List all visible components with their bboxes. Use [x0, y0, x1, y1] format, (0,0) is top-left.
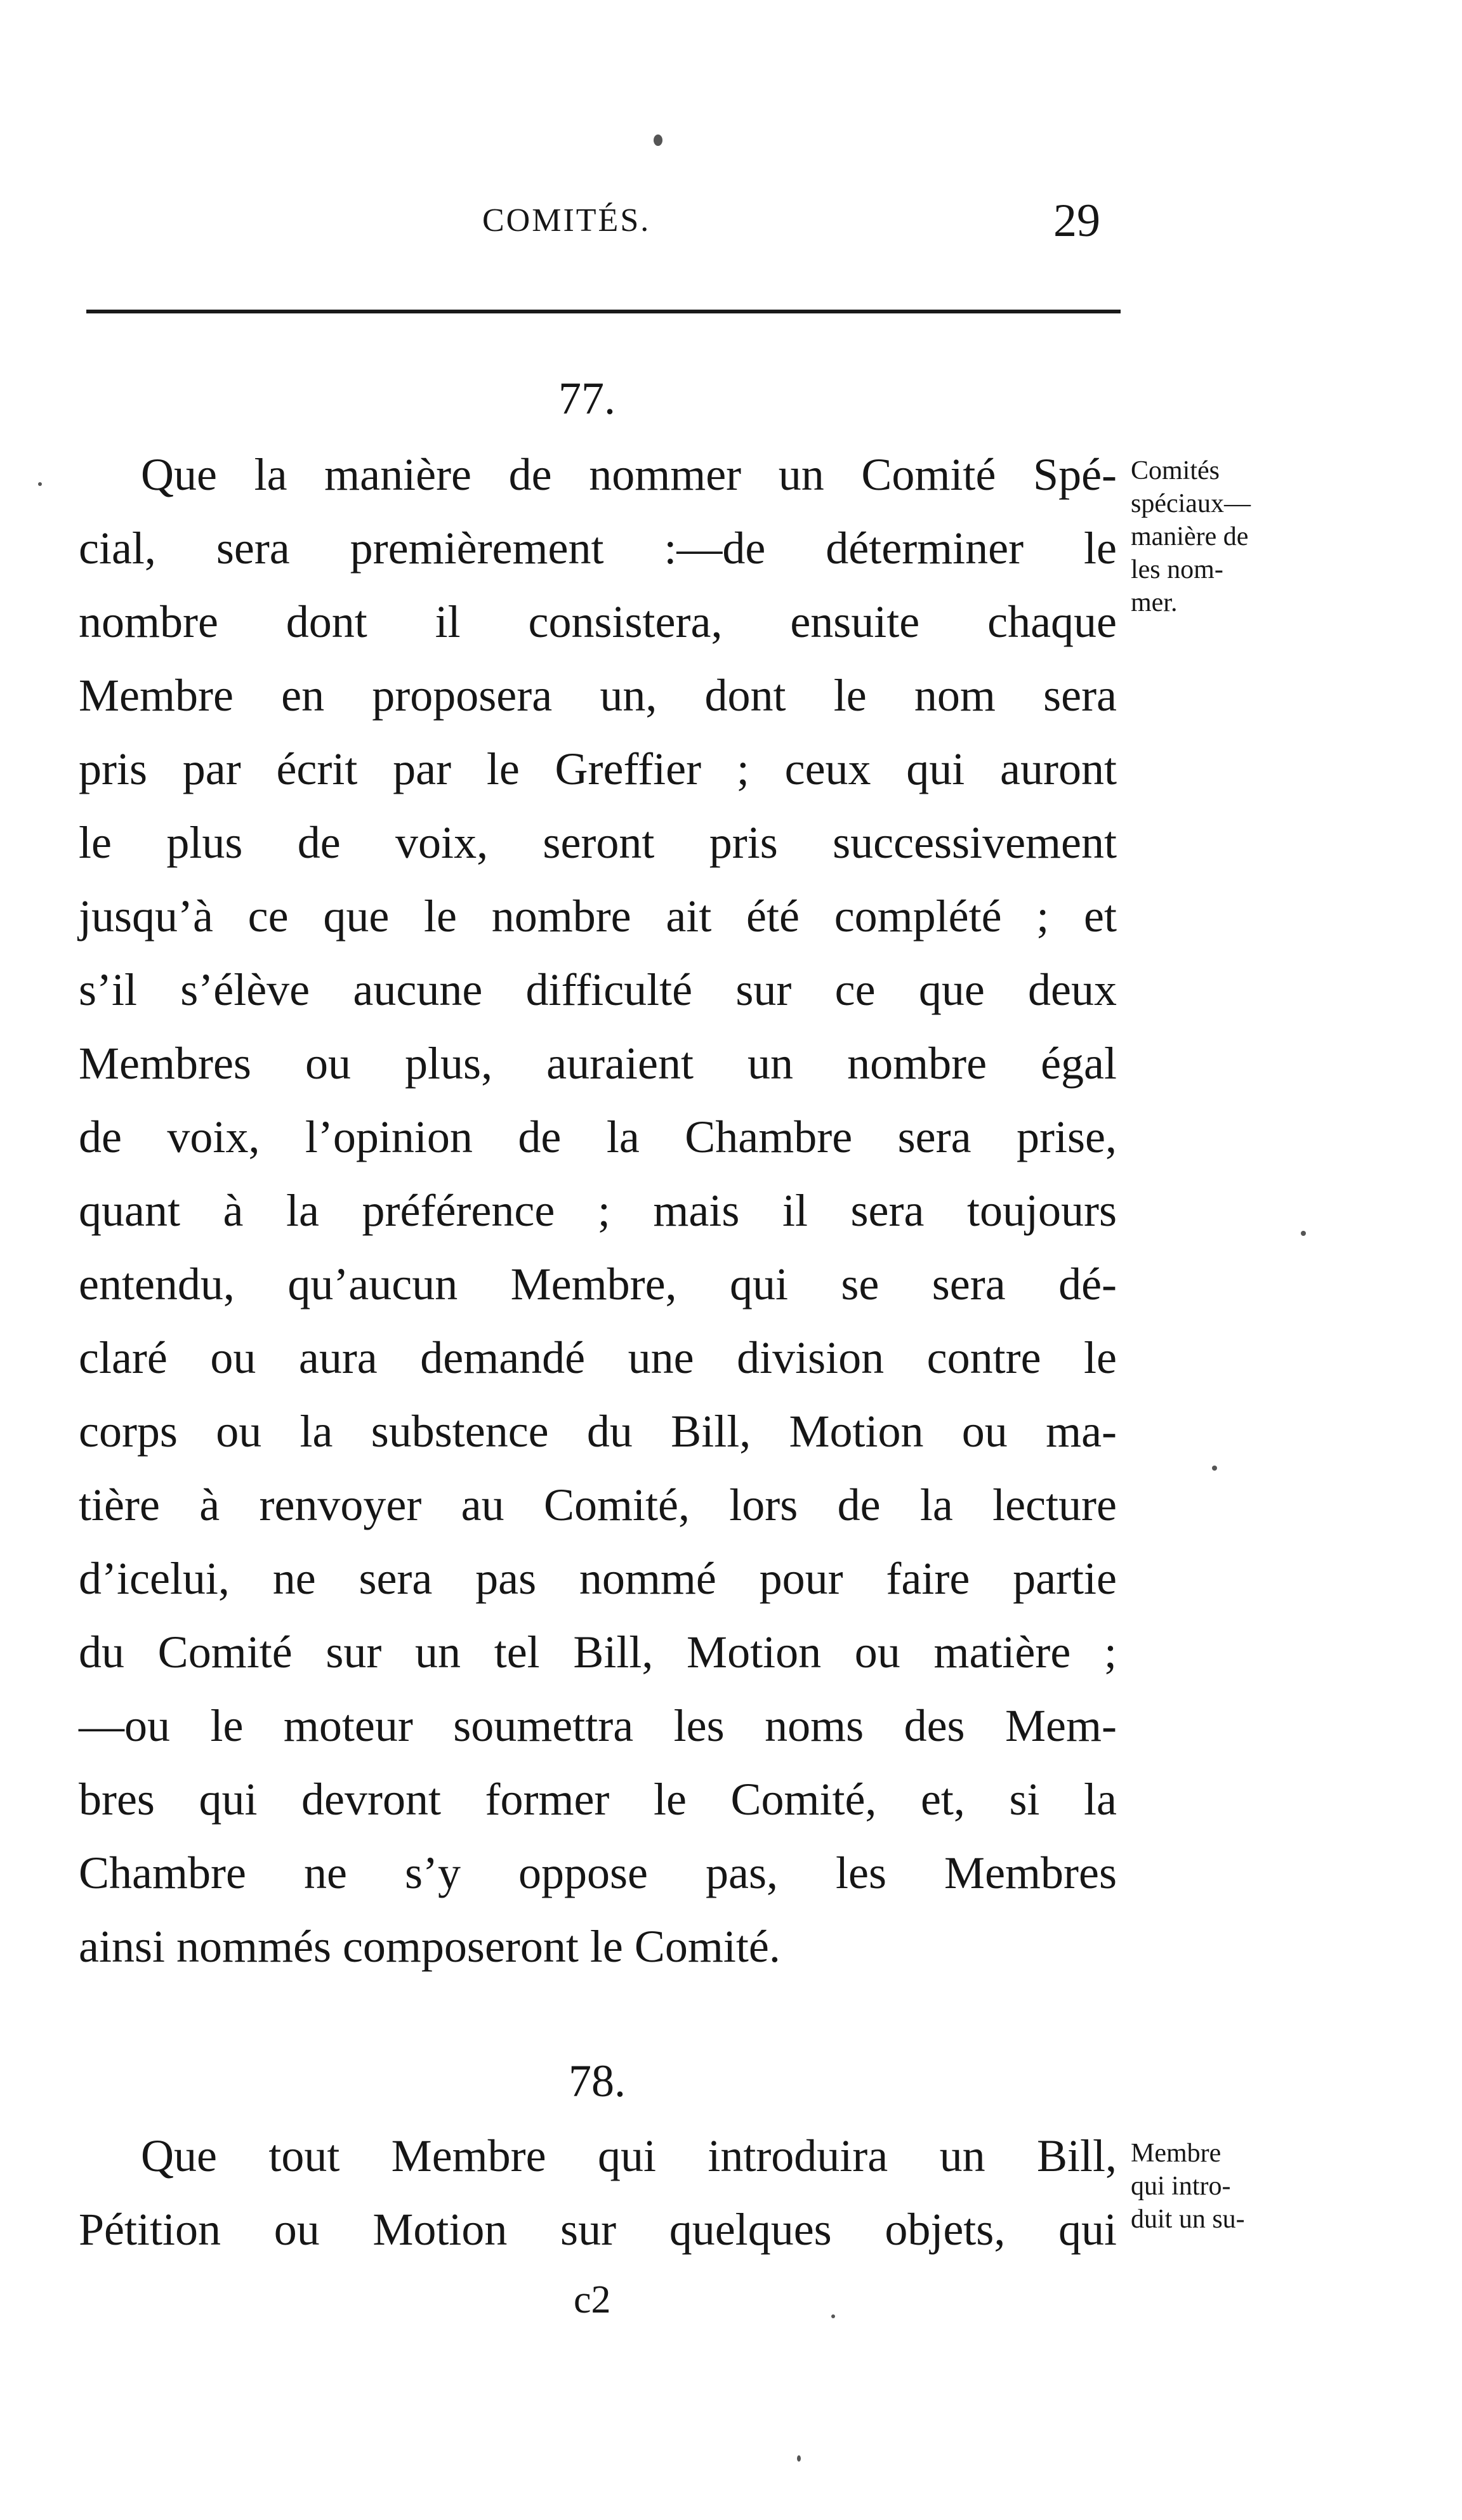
section-number-77: 77.	[558, 373, 616, 424]
text-line: nombre dont il consistera, ensuite chaque	[79, 596, 1117, 647]
margin-note-line: qui intro-	[1131, 2172, 1231, 2201]
margin-note-line: les nom-	[1131, 555, 1223, 584]
scan-speck	[38, 482, 42, 486]
page-number: 29	[1053, 195, 1100, 247]
text-line: du Comité sur un tel Bill, Motion ou matière ;	[79, 1627, 1117, 1677]
margin-note-line: manière de	[1131, 522, 1249, 551]
text-line: entendu, qu’aucun Membre, qui se sera dé-	[79, 1259, 1117, 1309]
scan-speck	[831, 2314, 835, 2318]
text-line: bres qui devront former le Comité, et, si la	[79, 1774, 1117, 1825]
scan-speck	[1212, 1466, 1217, 1471]
text-line: Membres ou plus, auraient un nombre égal	[79, 1038, 1117, 1089]
scan-speck	[654, 135, 662, 146]
section-77-text	[79, 438, 1117, 1983]
scan-speck	[797, 2455, 801, 2462]
text-line: corps ou la substence du Bill, Motion ou ma-	[79, 1406, 1117, 1457]
margin-note-line: Comités	[1131, 456, 1220, 485]
scan-speck	[1301, 1231, 1306, 1236]
text-line: Chambre ne s’y oppose pas, les Membres	[79, 1847, 1117, 1898]
text-line: ainsi nommés composeront le Comité.	[79, 1921, 780, 1972]
text-line: cial, sera premièrement :—de déterminer le	[79, 523, 1117, 574]
text-line: de voix, l’opinion de la Chambre sera prise,	[79, 1112, 1117, 1162]
text-line: tière à renvoyer au Comité, lors de la lecture	[79, 1480, 1117, 1530]
margin-note-line: spéciaux—	[1131, 489, 1251, 518]
text-line: d’icelui, ne sera pas nommé pour faire partie	[79, 1553, 1117, 1604]
text-line: Pétition ou Motion sur quelques objets, qui	[79, 2204, 1117, 2255]
running-header-title: COMITÉS.	[482, 202, 651, 239]
text-line: —ou le moteur soumettra les noms des Mem-	[79, 1700, 1117, 1751]
text-line: Que tout Membre qui introduira un Bill,	[141, 2130, 1117, 2181]
margin-note-78	[1131, 2137, 1340, 2236]
signature-mark: c2	[574, 2278, 611, 2321]
margin-note-77	[1131, 454, 1340, 619]
margin-note-line: Membre	[1131, 2139, 1222, 2168]
text-line: pris par écrit par le Greffier ; ceux qui auront	[79, 744, 1117, 794]
text-line: le plus de voix, seront pris successivement	[79, 817, 1117, 868]
text-line: Que la manière de nommer un Comité Spé-	[141, 449, 1117, 500]
header-rule	[86, 310, 1121, 313]
text-line: Membre en proposera un, dont le nom sera	[79, 670, 1117, 721]
text-line: jusqu’à ce que le nombre ait été complété ; et	[79, 891, 1117, 942]
text-line: s’il s’élève aucune difficulté sur ce que deux	[79, 964, 1117, 1015]
text-line: quant à la préférence ; mais il sera toujours	[79, 1185, 1117, 1236]
section-78-text	[79, 2119, 1117, 2266]
margin-note-line: duit un su-	[1131, 2205, 1245, 2234]
margin-note-line: mer.	[1131, 588, 1178, 617]
section-number-78: 78.	[569, 2056, 626, 2106]
text-line: claré ou aura demandé une division contre le	[79, 1332, 1117, 1383]
